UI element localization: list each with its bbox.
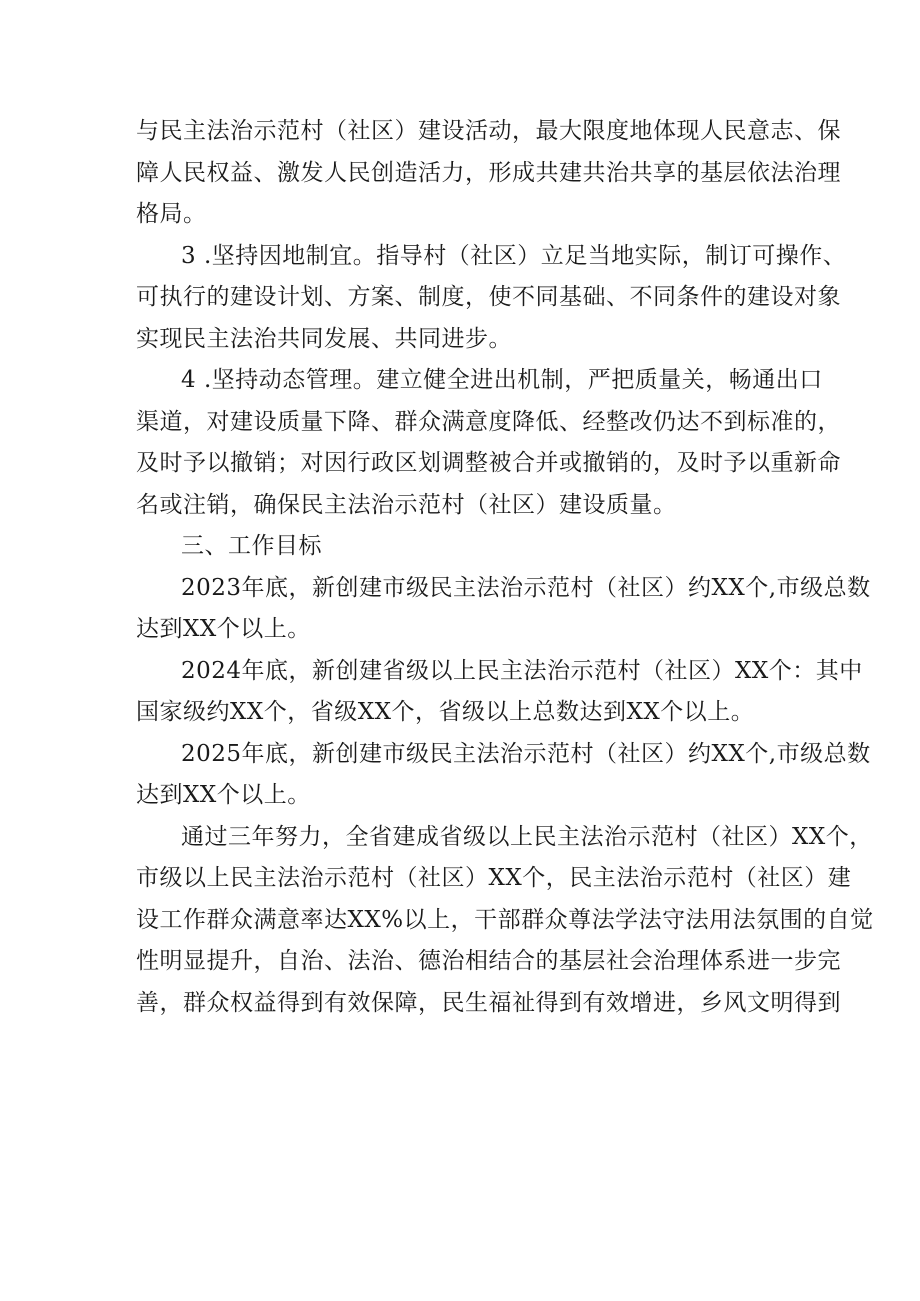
- text-line: 及时予以撤销；对因行政区划调整被合并或撤销的，及时予以重新命: [136, 450, 841, 476]
- text-line: 与民主法治示范村（社区）建设活动，最大限度地体现人民意志、保: [136, 118, 841, 144]
- document-body: [136, 111, 874, 1024]
- text-line: 格局。: [136, 201, 207, 227]
- text-line: 善，群众权益得到有效保障，民生福祉得到有效增进，乡风文明得到: [136, 989, 841, 1016]
- text-line: 2023年底，新创建市级民主法治示范村（社区）约XX个,市级总数: [181, 574, 871, 601]
- text-line: 国家级约XX个，省级XX个，省级以上总数达到XX个以上。: [136, 699, 755, 725]
- text-line: 2025年底，新创建市级民主法治示范村（社区）约XX个,市级总数: [181, 740, 871, 767]
- text-line: 2024年底，新创建省级以上民主法治示范村（社区）XX个：其中: [181, 657, 863, 684]
- section-heading: 三、工作目标: [181, 533, 322, 559]
- text-line: 渠道，对建设质量下降、群众满意度降低、经整改仍达不到标准的，: [136, 408, 841, 435]
- text-line: 达到XX个以上。: [136, 782, 311, 808]
- text-line: 4 .坚持动态管理。建立健全进出机制，严把质量关，畅通出口: [181, 367, 823, 393]
- text-line: 名或注销，确保民主法治示范村（社区）建设质量。: [136, 491, 677, 518]
- text-line: 通过三年努力，全省建成省级以上民主法治示范村（社区）XX个，: [181, 823, 873, 850]
- text-line: 达到XX个以上。: [136, 616, 311, 642]
- text-line: 可执行的建设计划、方案、制度，使不同基础、不同条件的建设对象: [136, 284, 841, 310]
- text-line: 障人民权益、激发人民创造活力，形成共建共治共享的基层依法治理: [136, 159, 841, 186]
- text-line: 性明显提升，自治、法治、德治相结合的基层社会治理体系进一步完: [136, 948, 841, 974]
- text-line: 3 .坚持因地制宜。指导村（社区）立足当地实际，制订可操作、: [181, 242, 847, 269]
- text-line: 实现民主法治共同发展、共同进步。: [136, 325, 512, 352]
- text-line: 设工作群众满意率达XX%以上，干部群众尊法学法守法用法氛围的自觉: [136, 906, 874, 933]
- text-line: 市级以上民主法治示范村（社区）XX个，民主法治示范村（社区）建: [136, 865, 852, 891]
